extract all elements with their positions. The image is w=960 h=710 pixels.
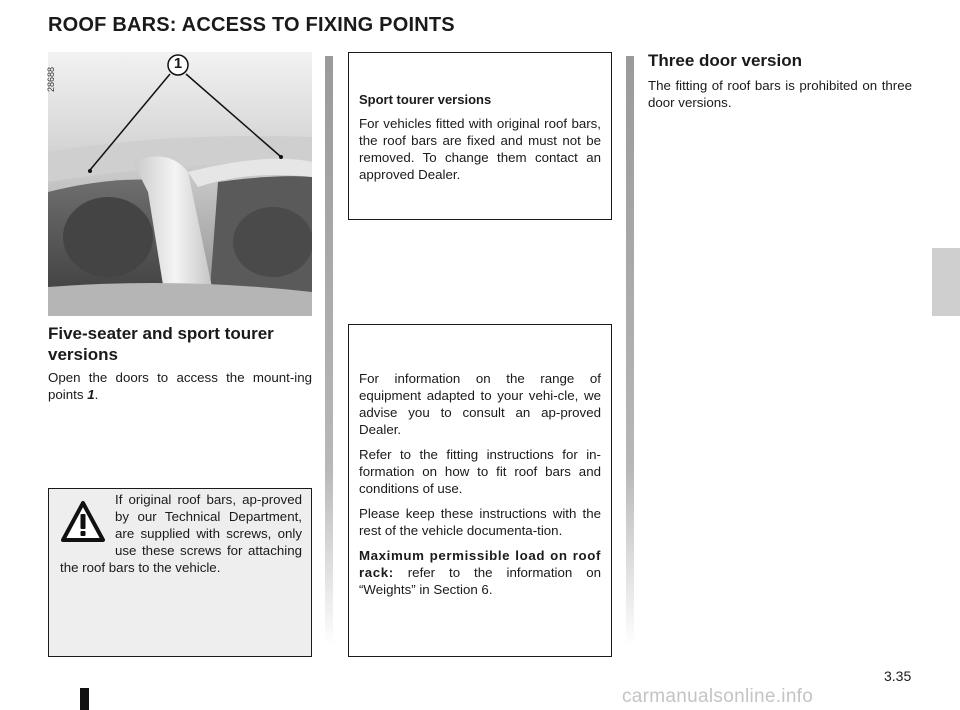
three-door-text: The fitting of roof bars is prohibited on three door versions. <box>648 78 912 110</box>
section-tab <box>932 248 960 316</box>
five-seater-body <box>48 369 312 403</box>
warning-triangle-icon <box>60 500 106 544</box>
figure-reference-code: 28688 <box>46 66 56 92</box>
info-box-content <box>359 370 601 606</box>
mounting-point-ref: 1 <box>87 387 95 402</box>
five-seater-text-end: . <box>94 387 99 402</box>
three-door-heading: Three door version <box>648 51 802 70</box>
sport-tourer-text: For vehicles fitted with original roof bars, the roof bars are fixed and must not be removed. To change them contact an approved Dealer. <box>359 116 601 182</box>
five-seater-text: Open the doors to access the mount-ing points <box>48 370 312 402</box>
corner-mark <box>80 688 89 710</box>
five-seater-heading: Five-seater and sport tourer versions <box>48 324 274 364</box>
warning-text: If original roof bars, ap-proved by our Technical Department, are supplied with screws, only use these screws for attaching the roof bars to the vehicle. <box>60 492 302 575</box>
sport-tourer-heading: Sport tourer versions <box>359 92 492 107</box>
max-load-text: refer to the information on “Weights” in Section 6. <box>359 565 601 597</box>
info-paragraph-3: Please keep these instructions with the rest of the vehicle documenta-tion. <box>359 506 601 538</box>
figure-callout-number: 1 <box>173 55 183 72</box>
column-separator-left <box>325 56 333 646</box>
info-paragraph-4 <box>359 547 601 598</box>
roof-fixing-points-photo <box>48 52 312 316</box>
column-separator-right <box>626 56 634 646</box>
info-paragraph-2: Refer to the fitting instructions for in-formation on how to fit roof bars and conditions of use. <box>359 447 601 496</box>
info-paragraph-1: For information on the range of equipment adapted to your vehi-cle, we advise you to consult an ap-proved Dealer. <box>359 371 601 437</box>
sport-tourer-box <box>348 52 612 220</box>
page-title: ROOF BARS: ACCESS TO FIXING POINTS <box>48 14 455 36</box>
watermark: carmanualsonline.info <box>622 686 814 707</box>
info-box <box>348 324 612 657</box>
max-load-label: Maximum permissible load on roof rack: <box>359 548 601 580</box>
page-number: 3.35 <box>884 668 912 684</box>
